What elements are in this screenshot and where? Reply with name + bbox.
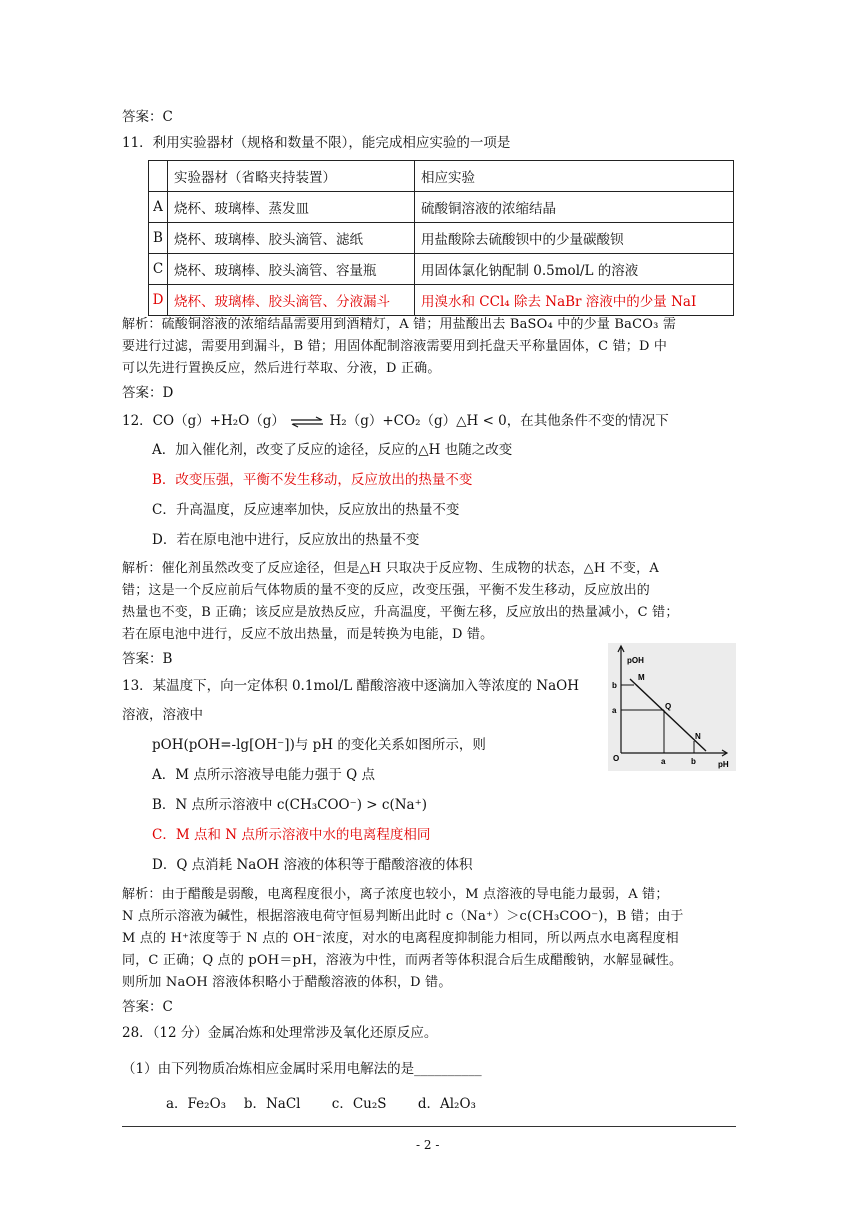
explanation-11-line: 可以先进行置换反应，然后进行萃取、分液，D 正确。 xyxy=(122,361,441,376)
page-number: - 2 - xyxy=(416,1138,440,1152)
question-13-line: pOH(pOH=-lg[OH⁻])与 pH 的变化关系如图所示，则 xyxy=(152,737,486,753)
point-q-label: Q xyxy=(665,702,672,711)
question-12-reactants: 12．CO（g）+H₂O（g） xyxy=(122,413,285,429)
answer-11: 答案：D xyxy=(122,385,174,401)
explanation-11-line: 要进行过滤，需要用到漏斗，B 错；用固体配制溶液需要用到托盘天平称量固体，C 错；D 中 xyxy=(122,339,668,354)
explanation-12-line: 热量也不变，B 正确；该反应是放热反应，升高温度，平衡左移，反应放出的热量减小，C 错； xyxy=(122,605,679,620)
explanation-13-line: 同，C 正确；Q 点的 pOH＝pH，溶液为中性，而两者等体积混合后生成醋酸钠，水解显碱性。 xyxy=(122,953,683,968)
answer-13: 答案：C xyxy=(122,999,173,1015)
table-cell: B xyxy=(149,223,168,254)
table-cell: 烧杯、玻璃棒、胶头滴管、分液漏斗 xyxy=(168,285,415,316)
table-cell: 硫酸铜溶液的浓缩结晶 xyxy=(415,192,734,223)
option-12-d: D．若在原电池中进行，反应放出的热量不变 xyxy=(152,532,420,548)
option-13-c-answer: C．M 点和 N 点所示溶液中水的电离程度相同 xyxy=(152,827,431,843)
x-tick-a: a xyxy=(661,757,666,766)
option-12-b-answer: B．改变压强，平衡不发生移动，反应放出的热量不变 xyxy=(152,472,473,488)
footer-divider xyxy=(122,1126,736,1127)
table-cell: D xyxy=(149,285,168,316)
poh-ph-graph xyxy=(608,643,736,771)
option-12-a: A．加入催化剂，改变了反应的途径，反应的△H 也随之改变 xyxy=(152,442,513,458)
table-header-cell: 相应实验 xyxy=(415,161,734,192)
question-12 xyxy=(122,412,669,430)
table-header-cell: 实验器材（省略夹持装置） xyxy=(168,161,415,192)
explanation-13-line: 则所加 NaOH 溶液体积略小于醋酸溶液的体积，D 错。 xyxy=(122,975,452,990)
explanation-12-line: 解析：催化剂虽然改变了反应途径，但是△H 只取决于反应物、生成物的状态，△H 不变，A xyxy=(122,561,659,576)
x-axis-label: pH xyxy=(718,760,729,769)
option-13-d: D．Q 点消耗 NaOH 溶液的体积等于醋酸溶液的体积 xyxy=(152,857,473,873)
question-28: 28．（12 分）金属冶炼和处理常涉及氧化还原反应。 xyxy=(122,1025,438,1041)
table-cell: 烧杯、玻璃棒、蒸发皿 xyxy=(168,192,415,223)
table-header-row xyxy=(149,161,734,192)
y-tick-b: b xyxy=(612,681,617,690)
table-cell: 用固体氯化钠配制 0.5mol/L 的溶液 xyxy=(415,254,734,285)
explanation-11-line: 解析：硫酸铜溶液的浓缩结晶需要用到酒精灯，A 错；用盐酸出去 BaSO₄ 中的少量 BaCO₃ 需 xyxy=(122,317,677,332)
question-11: 11．利用实验器材（规格和数量不限），能完成相应实验的一项是 xyxy=(122,135,511,151)
table-row-answer xyxy=(149,285,734,316)
explanation-13-line: N 点所示溶液为碱性，根据溶液电荷守恒易判断出此时 c（Na⁺）＞c(CH₃COO⁻)，B 错；由于 xyxy=(122,909,684,924)
option-12-c: C．升高温度，反应速率加快，反应放出的热量不变 xyxy=(152,502,460,518)
question-28-options: a．Fe₂O₃ b．NaCl c．Cu₂S d．Al₂O₃ xyxy=(166,1096,476,1112)
experiment-table xyxy=(148,160,734,316)
point-m-label: M xyxy=(638,673,645,682)
table-cell: 用溴水和 CCl₄ 除去 NaBr 溶液中的少量 NaI xyxy=(415,285,734,316)
origin-label: O xyxy=(613,754,620,763)
question-28-part-1: （1）由下列物质冶炼相应金属时采用电解法的是__________ xyxy=(122,1061,482,1077)
table-cell: 用盐酸除去硫酸钡中的少量碳酸钡 xyxy=(415,223,734,254)
point-n-label: N xyxy=(695,732,701,741)
question-13-line: 溶液，溶液中 xyxy=(122,707,203,723)
poh-ph-figure xyxy=(608,643,736,771)
table-cell: A xyxy=(149,192,168,223)
table-header-cell xyxy=(149,161,168,192)
table-cell: C xyxy=(149,254,168,285)
y-tick-a: a xyxy=(612,706,617,715)
answer-10: 答案：C xyxy=(122,109,173,125)
table-row xyxy=(149,254,734,285)
explanation-13-line: M 点的 H⁺浓度等于 N 点的 OH⁻浓度，对水的电离程度抑制能力相同，所以两点水电离程度相 xyxy=(122,931,679,946)
explanation-13-line: 解析：由于醋酸是弱酸，电离程度很小，离子浓度也较小，M 点溶液的导电能力最弱，A 错； xyxy=(122,887,669,902)
question-12-products: H₂（g）+CO₂（g）△H < 0，在其他条件不变的情况下 xyxy=(329,413,669,429)
x-tick-b: b xyxy=(691,757,696,766)
equilibrium-arrow-icon xyxy=(289,416,325,428)
question-13-line: 13．某温度下，向一定体积 0.1mol/L 醋酸溶液中逐滴加入等浓度的 NaOH xyxy=(122,678,579,694)
table-row xyxy=(149,223,734,254)
option-13-a: A．M 点所示溶液导电能力强于 Q 点 xyxy=(152,767,376,783)
y-axis-label: pOH xyxy=(627,656,644,665)
answer-12: 答案：B xyxy=(122,651,173,667)
explanation-12-line: 若在原电池中进行，反应不放出热量，而是转换为电能，D 错。 xyxy=(122,627,494,642)
option-13-b: B．N 点所示溶液中 c(CH₃COO⁻) > c(Na⁺) xyxy=(152,797,427,813)
table-cell: 烧杯、玻璃棒、胶头滴管、容量瓶 xyxy=(168,254,415,285)
explanation-12-line: 错；这是一个反应前后气体物质的量不变的反应，改变压强，平衡不发生移动，反应放出的 xyxy=(122,583,651,598)
table-row xyxy=(149,192,734,223)
table-cell: 烧杯、玻璃棒、胶头滴管、滤纸 xyxy=(168,223,415,254)
